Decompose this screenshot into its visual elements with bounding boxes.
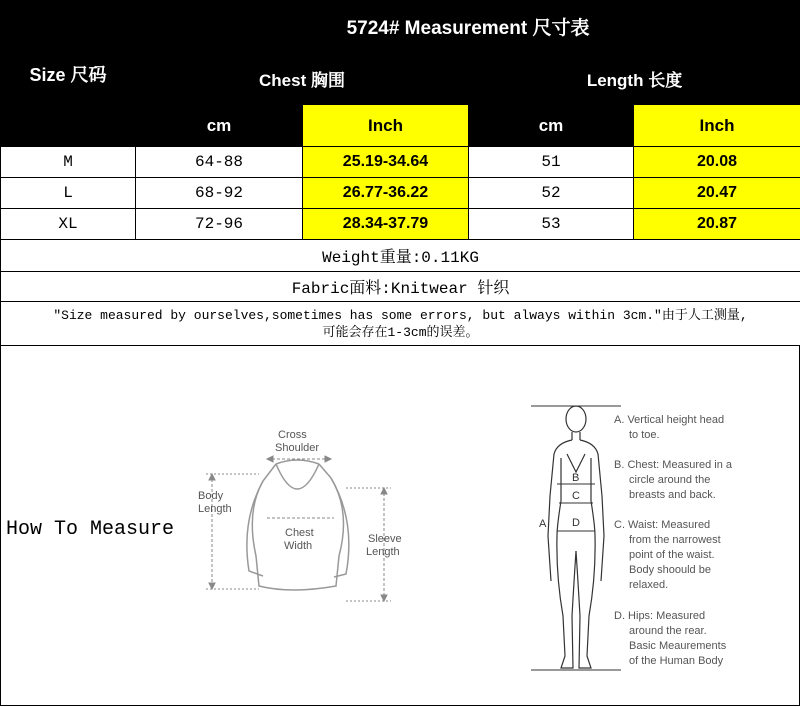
body-letter-d: D [572, 517, 580, 529]
size-chart-table [0, 0, 800, 346]
body-letter-b: B [572, 472, 580, 484]
length-cm-cell: 53 [469, 209, 634, 240]
size-cell: L [1, 178, 136, 209]
note-line-1: "Size measured by ourselves,sometimes has some errors, but always within 3cm."由于人工测量, [53, 307, 748, 323]
cross-shoulder-label-2: Shoulder [275, 442, 320, 454]
body-letter-a: A [539, 518, 547, 530]
table-title: 5724# Measurement 尺寸表 [136, 1, 800, 52]
chest-width-label-1: Chest [285, 527, 314, 539]
desc-c-line: C. Waist: Measured [614, 519, 711, 531]
note-line-2: 可能会存在1-3cm的误差。 [322, 324, 479, 340]
measurement-diagrams [1, 346, 799, 705]
chest-inch-cell: 28.34-37.79 [303, 209, 469, 240]
length-inch-cell: 20.87 [634, 209, 800, 240]
chest-cm-cell: 72-96 [136, 209, 303, 240]
desc-d-line: around the rear. [629, 625, 707, 637]
desc-c-line: from the narrowest [629, 534, 721, 546]
desc-b-line: breasts and back. [629, 489, 716, 501]
chest-cm-cell: 68-92 [136, 178, 303, 209]
desc-d-line: of the Human Body [629, 655, 724, 667]
desc-a-line: A. Vertical height head [614, 414, 725, 426]
chest-inch-header: Inch [303, 105, 469, 147]
desc-b-line: B. Chest: Measured in a [614, 459, 733, 471]
desc-c-line: relaxed. [629, 579, 669, 591]
garment-neckline [276, 464, 319, 489]
fabric-row: Fabric面料:Knitwear 针织 [1, 272, 800, 302]
desc-d-line: Basic Meaurements [629, 640, 727, 652]
chest-cm-cell: 64-88 [136, 147, 303, 178]
body-description-a [614, 414, 724, 441]
body-description-b [614, 459, 733, 501]
measurement-note [1, 302, 800, 346]
chest-inch-cell: 25.19-34.64 [303, 147, 469, 178]
desc-a-line: to toe. [629, 429, 660, 441]
garment-left-sleeve [247, 481, 263, 576]
table-row [1, 147, 800, 178]
length-cm-cell: 51 [469, 147, 634, 178]
cross-shoulder-label-1: Cross [278, 429, 307, 441]
garment-right-sleeve [331, 478, 349, 577]
weight-row: Weight重量:0.11KG [1, 240, 800, 272]
length-inch-cell: 20.47 [634, 178, 800, 209]
body-length-label-2: Length [198, 503, 232, 515]
length-header: Length 长度 [469, 52, 800, 105]
length-inch-cell: 20.08 [634, 147, 800, 178]
sleeve-length-label-2: Length [366, 546, 400, 558]
body-length-label-1: Body [198, 490, 224, 502]
length-cm-header: cm [469, 105, 634, 147]
table-row [1, 178, 800, 209]
how-to-measure-title: How To Measure [6, 518, 175, 541]
length-cm-cell: 52 [469, 178, 634, 209]
chest-inch-cell: 26.77-36.22 [303, 178, 469, 209]
chest-header: Chest 胸围 [136, 52, 469, 105]
body-letter-c: C [572, 490, 580, 502]
garment-diagram [247, 460, 349, 590]
body-description-d [614, 610, 727, 667]
garment-collar [276, 460, 319, 464]
size-cell: XL [1, 209, 136, 240]
body-description-c [614, 519, 721, 591]
desc-c-line: Body shoould be [629, 564, 711, 576]
length-inch-header: Inch [634, 105, 800, 147]
body-measure-lines [531, 406, 621, 670]
sleeve-length-label-1: Sleeve [368, 533, 402, 545]
table-row [1, 209, 800, 240]
desc-b-line: circle around the [629, 474, 711, 486]
chest-cm-header: cm [136, 105, 303, 147]
chest-width-label-2: Width [284, 540, 313, 552]
garment-shoulders [263, 464, 331, 481]
desc-c-line: point of the waist. [629, 549, 715, 561]
size-header: Size 尺码 [1, 1, 136, 147]
human-body-figure [548, 406, 604, 668]
how-to-measure-section [0, 346, 800, 706]
desc-d-line: D. Hips: Measured [614, 610, 706, 622]
size-cell: M [1, 147, 136, 178]
